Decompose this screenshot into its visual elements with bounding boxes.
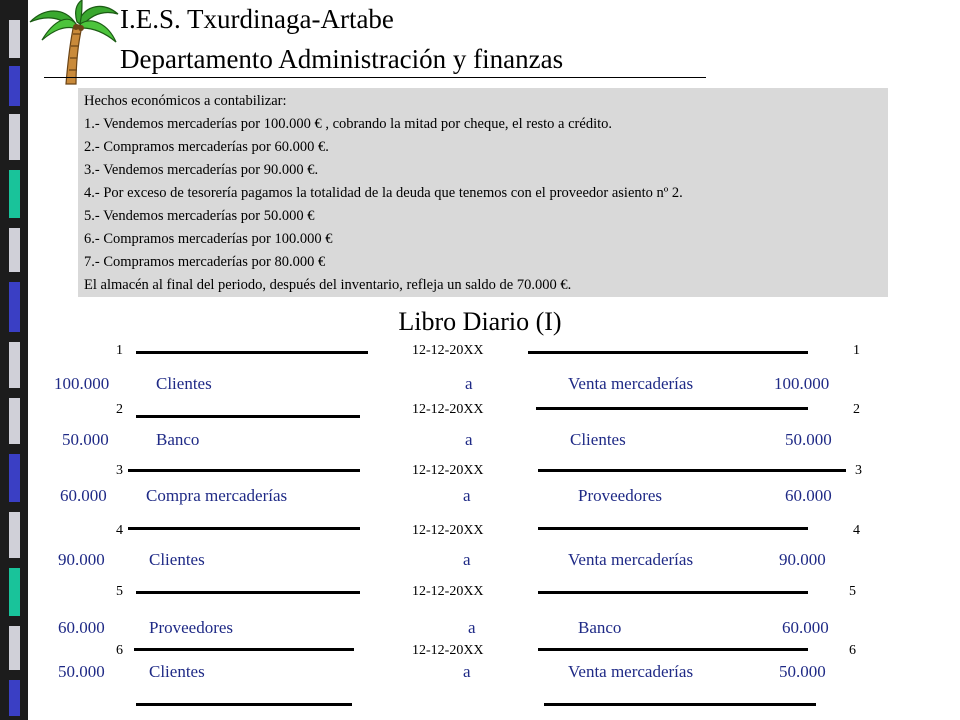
debit-amount: 50.000 <box>58 662 105 681</box>
fact-item: 7.- Compramos mercaderías por 80.000 € <box>84 254 326 270</box>
credit-amount: 50.000 <box>785 430 832 449</box>
entry-date: 12-12-20XX <box>412 584 484 599</box>
facts-heading: Hechos económicos a contabilizar: <box>84 93 287 109</box>
entry-connector: a <box>463 486 471 505</box>
entry-date: 12-12-20XX <box>412 402 484 417</box>
fact-item: 4.- Por exceso de tesorería pagamos la totalidad de la deuda que tenemos con el proveedor asiento nº 2. <box>84 185 683 201</box>
debit-amount: 60.000 <box>60 486 107 505</box>
debit-account: Banco <box>156 430 200 449</box>
institution-title: I.E.S. Txurdinaga-Artabe <box>120 4 394 34</box>
credit-account: Venta mercaderías <box>568 374 694 393</box>
entry-number-right: 5 <box>849 584 856 599</box>
debit-amount: 60.000 <box>58 618 105 637</box>
entry-rule-left <box>134 648 354 651</box>
credit-account: Clientes <box>570 430 626 449</box>
credit-amount: 50.000 <box>779 662 826 681</box>
credit-account: Venta mercaderías <box>568 550 694 569</box>
entry-rule-right <box>538 469 846 472</box>
entry-connector: a <box>468 618 476 637</box>
debit-account: Clientes <box>149 662 205 681</box>
debit-amount: 90.000 <box>58 550 105 569</box>
entry-number-right: 2 <box>853 402 860 417</box>
entry-number-right: 6 <box>849 643 856 658</box>
entry-rule-left <box>136 351 368 354</box>
credit-amount: 90.000 <box>779 550 826 569</box>
entry-rule-right <box>536 407 808 410</box>
department-title: Departamento Administración y finanzas <box>120 44 564 74</box>
diary-title: Libro Diario (I) <box>398 307 562 336</box>
decorative-left-strip <box>0 0 28 720</box>
credit-account: Venta mercaderías <box>568 662 694 681</box>
debit-amount: 50.000 <box>62 430 109 449</box>
entry-rule-left <box>136 415 360 418</box>
debit-account: Clientes <box>156 374 212 393</box>
entry-rule-right <box>538 591 808 594</box>
debit-account: Proveedores <box>149 618 234 637</box>
fact-item: 6.- Compramos mercaderías por 100.000 € <box>84 231 333 247</box>
credit-account: Banco <box>578 618 622 637</box>
entry-connector: a <box>465 430 473 449</box>
fact-item: 2.- Compramos mercaderías por 60.000 €. <box>84 139 329 155</box>
entry-number-right: 1 <box>853 343 860 358</box>
entry-date: 12-12-20XX <box>412 643 484 658</box>
entry-number-left: 3 <box>116 463 123 478</box>
entry-number-left: 5 <box>116 584 123 599</box>
facts-closing: El almacén al final del periodo, después del inventario, refleja un saldo de 70.000 €. <box>84 277 572 293</box>
entry-rule-right <box>528 351 808 354</box>
palm-tree-logo <box>24 0 120 86</box>
economic-facts-box <box>78 88 888 297</box>
entry-rule-right <box>544 703 816 706</box>
entry-connector: a <box>463 662 471 681</box>
entry-rule-left <box>136 591 360 594</box>
debit-account: Clientes <box>149 550 205 569</box>
fact-item: 1.- Vendemos mercaderías por 100.000 € , cobrando la mitad por cheque, el resto a crédito. <box>84 116 613 132</box>
entry-date: 12-12-20XX <box>412 463 484 478</box>
credit-amount: 100.000 <box>774 374 830 393</box>
entry-connector: a <box>465 374 473 393</box>
fact-item: 3.- Vendemos mercaderías por 90.000 €. <box>84 162 319 178</box>
entry-number-left: 4 <box>116 523 123 538</box>
entry-number-right: 4 <box>853 523 860 538</box>
entry-number-left: 1 <box>116 343 123 358</box>
entry-number-right: 3 <box>855 463 862 478</box>
entry-rule-left <box>136 703 352 706</box>
entry-date: 12-12-20XX <box>412 343 484 358</box>
credit-amount: 60.000 <box>785 486 832 505</box>
entry-rule-left <box>128 527 360 530</box>
title-divider <box>44 77 706 78</box>
entry-rule-left <box>128 469 360 472</box>
credit-account: Proveedores <box>578 486 663 505</box>
entry-number-left: 2 <box>116 402 123 417</box>
fact-item: 5.- Vendemos mercaderías por 50.000 € <box>84 208 315 224</box>
entry-number-left: 6 <box>116 643 123 658</box>
entry-rule-right <box>538 648 808 651</box>
credit-amount: 60.000 <box>782 618 829 637</box>
debit-amount: 100.000 <box>54 374 110 393</box>
debit-account: Compra mercaderías <box>146 486 288 505</box>
entry-connector: a <box>463 550 471 569</box>
entry-date: 12-12-20XX <box>412 523 484 538</box>
entry-rule-right <box>538 527 808 530</box>
